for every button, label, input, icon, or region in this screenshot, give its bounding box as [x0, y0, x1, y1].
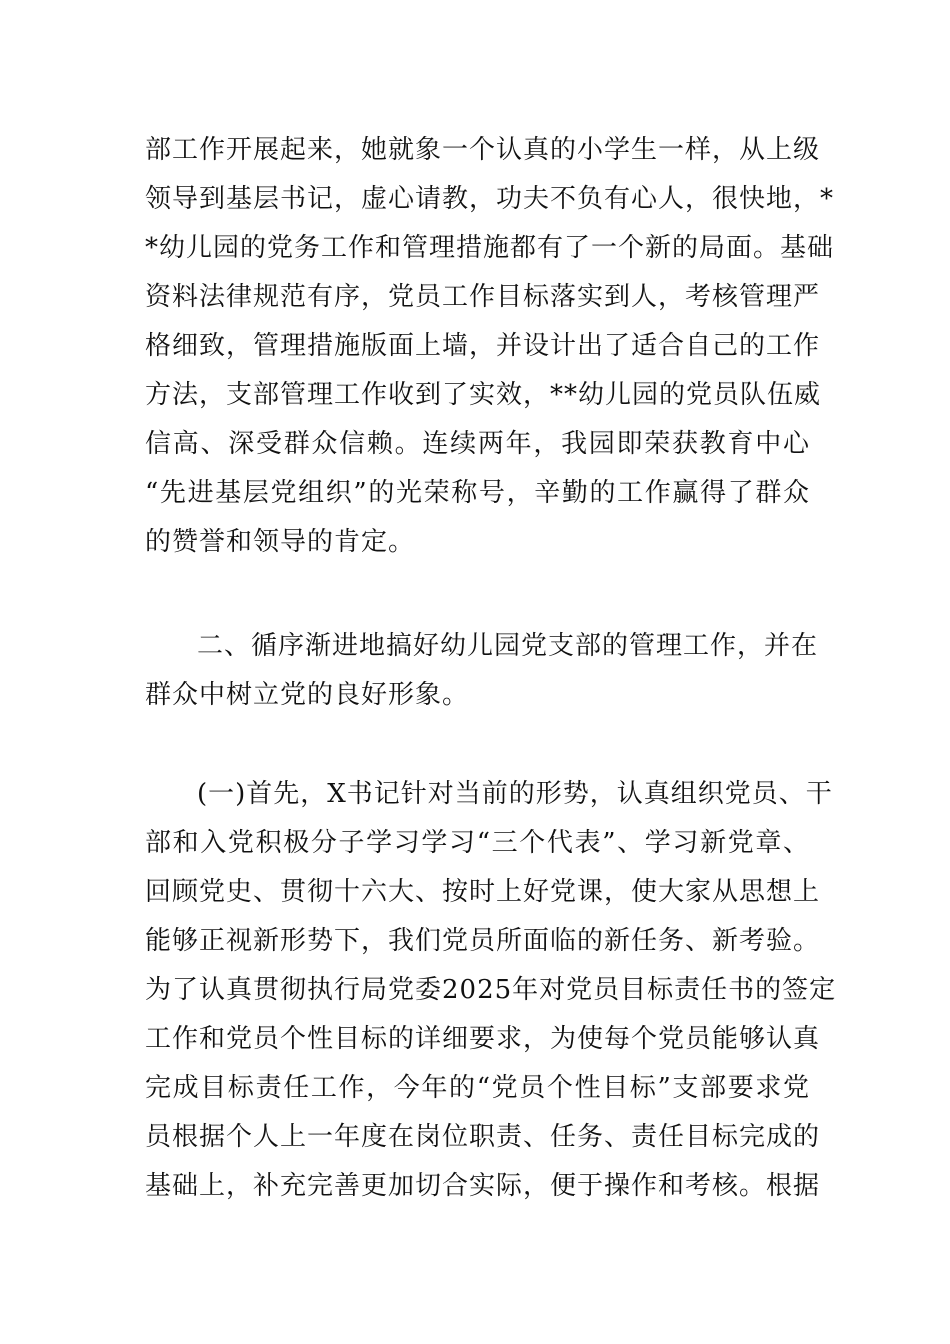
- paragraph-line: 的赞誉和领导的肯定。: [145, 527, 416, 557]
- paragraph-line: (一)首先，X书记针对当前的形势，认真组织党员、干: [197, 779, 833, 809]
- section-heading-paragraph: [145, 622, 819, 720]
- paragraph-line: 信高、深受群众信赖。连续两年，我园即荣获教育中心: [145, 429, 810, 459]
- paragraph-line: 部和入党积极分子学习学习“三个代表”、学习新党章、: [145, 828, 810, 858]
- paragraph-line: 为了认真贯彻执行局党委2025年对党员目标责任书的签定: [145, 975, 837, 1005]
- paragraph-line: 部工作开展起来，她就象一个认真的小学生一样，从上级: [145, 135, 821, 165]
- paragraph-line: 完成目标责任工作，今年的“党员个性目标”支部要求党: [145, 1073, 810, 1103]
- paragraph-line: 方法，支部管理工作收到了实效，**幼儿园的党员队伍威: [145, 380, 822, 410]
- paragraph-line: 能够正视新形势下，我们党员所面临的新任务、新考验。: [145, 926, 821, 956]
- paragraph-line: 工作和党员个性目标的详细要求，为使每个党员能够认真: [145, 1024, 821, 1054]
- paragraph-3: [145, 770, 837, 1211]
- paragraph-line: 领导到基层书记，虚心请教，功夫不负有心人，很快地，*: [145, 184, 835, 214]
- paragraph-line: 员根据个人上一年度在岗位职责、任务、责任目标完成的: [145, 1122, 821, 1152]
- paragraph-line: *幼儿园的党务工作和管理措施都有了一个新的局面。基础: [145, 233, 835, 263]
- paragraph-line: “先进基层党组织”的光荣称号，辛勤的工作赢得了群众: [145, 478, 810, 508]
- paragraph-line: 二、循序渐进地搞好幼儿园党支部的管理工作，并在: [197, 631, 819, 661]
- paragraph-line: 资料法律规范有序，党员工作目标落实到人，考核管理严: [145, 282, 821, 312]
- paragraph-line: 回顾党史、贯彻十六大、按时上好党课，使大家从思想上: [145, 877, 821, 907]
- paragraph-line: 基础上，补充完善更加切合实际，便于操作和考核。根据: [145, 1171, 821, 1201]
- paragraph-line: 格细致，管理措施版面上墙，并设计出了适合自己的工作: [145, 331, 821, 361]
- paragraph-1: [145, 126, 835, 567]
- paragraph-line: 群众中树立党的良好形象。: [145, 680, 470, 710]
